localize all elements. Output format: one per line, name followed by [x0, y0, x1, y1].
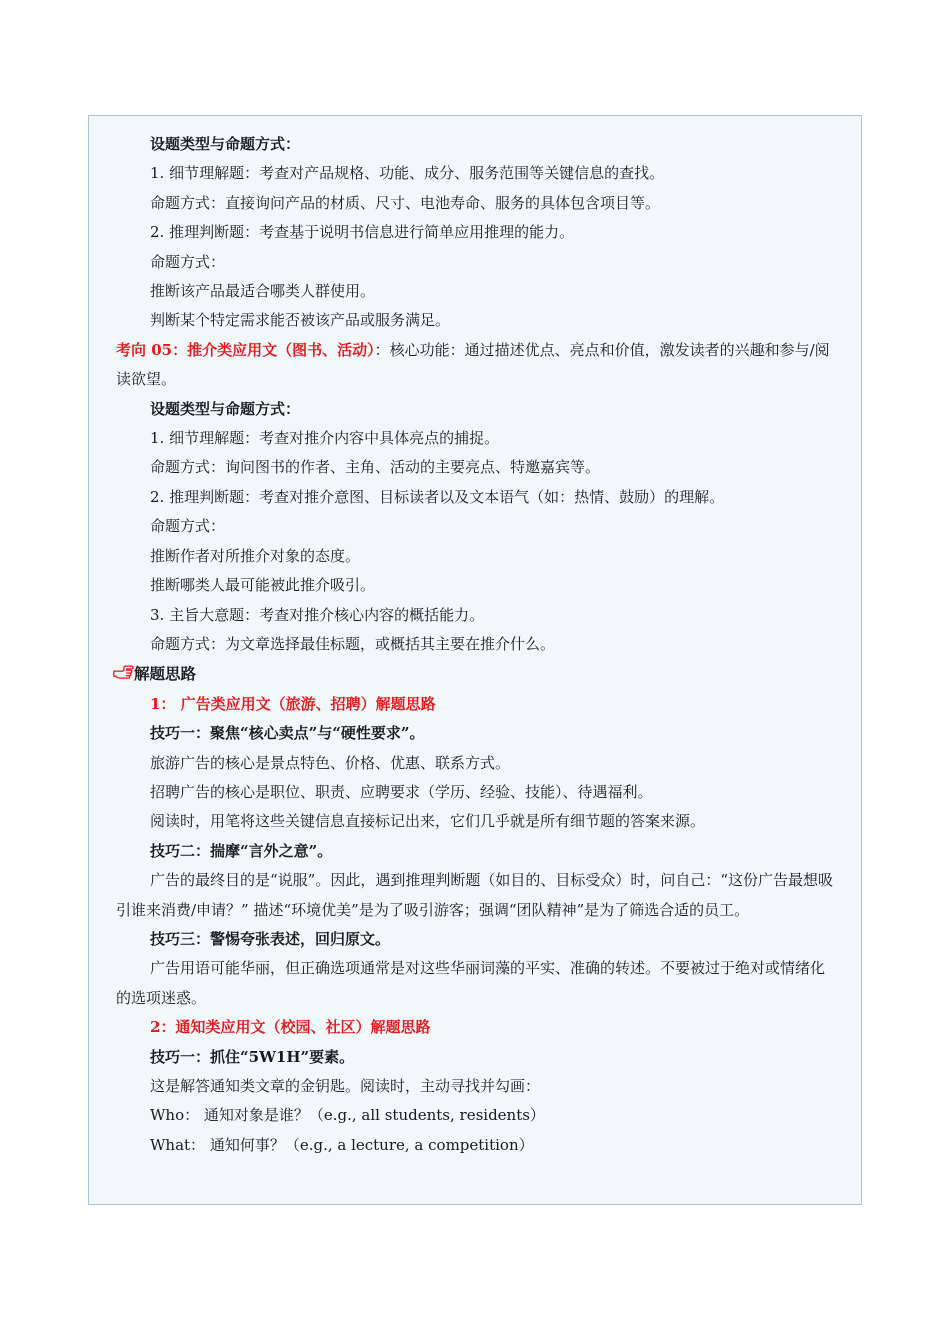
part1-title: 1： 广告类应用文（旅游、招聘）解题思路: [150, 694, 436, 713]
s04-item2-p2: 判断某个特定需求能否被该产品或服务满足。: [150, 311, 451, 330]
part1-tip2-para: 广告的最终目的是“说服”。因此，遇到推理判断题（如目的、目标受众）时，问自己：“这份广告最想吸引谁来消费/申请？” 描述“环境优美”是为了吸引游客；强调“团队精神”是为了筛选合适的员工。: [116, 871, 834, 919]
pointing-hand-icon: [112, 664, 134, 682]
s04-item2: 2. 推理判断题：考查基于说明书信息进行简单应用推理的能力。: [150, 223, 575, 242]
part2-title: 2：通知类应用文（校园、社区）解题思路: [150, 1018, 431, 1037]
content-box: [88, 115, 862, 1205]
part1-tip1: 技巧一：聚焦“核心卖点”与“硬性要求”。: [150, 724, 425, 743]
s04-heading: 设题类型与命题方式：: [150, 135, 301, 153]
part2-tip1-l1: 这是解答通知类文章的金钥匙。阅读时，主动寻找并勾画：: [150, 1077, 541, 1095]
s05-desc: ：核心功能：通过描述优点、亮点和价值，激发读者的兴趣和参与/阅读欲望。: [116, 340, 830, 389]
s05-item2: 2. 推理判断题：考查对推介意图、目标读者以及文本语气（如：热情、鼓励）的理解。: [150, 487, 725, 506]
part1-tip2: 技巧二：揣摩“言外之意”。: [150, 841, 333, 860]
s05-heading: 设题类型与命题方式：: [150, 399, 301, 418]
s05-item3: 3. 主旨大意题：考查对推介核心内容的概括能力。: [150, 605, 485, 624]
s05-item2-way: 命题方式：: [150, 517, 226, 536]
s04-item1: 1. 细节理解题：考查对产品规格、功能、成分、服务范围等关键信息的查找。: [150, 164, 665, 183]
solve-title: 解题思路: [134, 664, 197, 684]
part2-tip1: 技巧一：抓住“5W1H”要素。: [150, 1047, 355, 1066]
part2-what: What： 通知何事？（e.g., a lecture, a competition）: [150, 1135, 534, 1154]
s05-item2-p1: 推断作者对所推介对象的态度。: [150, 546, 361, 565]
s05-title: 考向 05：推介类应用文（图书、活动）: [116, 340, 375, 359]
s05-item3-way: 命题方式：为文章选择最佳标题，或概括其主要在推介什么。: [150, 634, 556, 653]
part1-tip1-l2: 招聘广告的核心是职位、职责、应聘要求（学历、经验、技能）、待遇福利。: [150, 782, 653, 801]
s05-item1-way: 命题方式：询问图书的作者、主角、活动的主要亮点、特邀嘉宾等。: [150, 458, 601, 477]
s04-item2-way: 命题方式：: [150, 252, 226, 271]
s04-item2-p1: 推断该产品最适合哪类人群使用。: [150, 282, 376, 301]
s05-intro: [116, 336, 833, 395]
part1-tip1-l1: 旅游广告的核心是景点特色、价格、优惠、联系方式。: [150, 753, 511, 772]
s04-item1-way: 命题方式：直接询问产品的材质、尺寸、电池寿命、服务的具体包含项目等。: [150, 193, 661, 212]
part1-tip1-l3: 阅读时，用笔将这些关键信息直接标记出来，它们几乎就是所有细节题的答案来源。: [150, 812, 706, 831]
part1-tip3-para: 广告用语可能华丽，但正确选项通常是对这些华丽词藻的平实、准确的转述。不要被过于绝对或情绪化的选项迷惑。: [116, 959, 826, 1007]
part1-tip3: 技巧三：警惕夸张表述，回归原文。: [150, 929, 391, 948]
s05-item1: 1. 细节理解题：考查对推介内容中具体亮点的捕捉。: [150, 429, 500, 448]
solve-heading: [116, 659, 833, 689]
part2-who: Who： 通知对象是谁？（e.g., all students, residents）: [150, 1106, 545, 1125]
s05-item2-p2: 推断哪类人最可能被此推介吸引。: [150, 576, 376, 595]
